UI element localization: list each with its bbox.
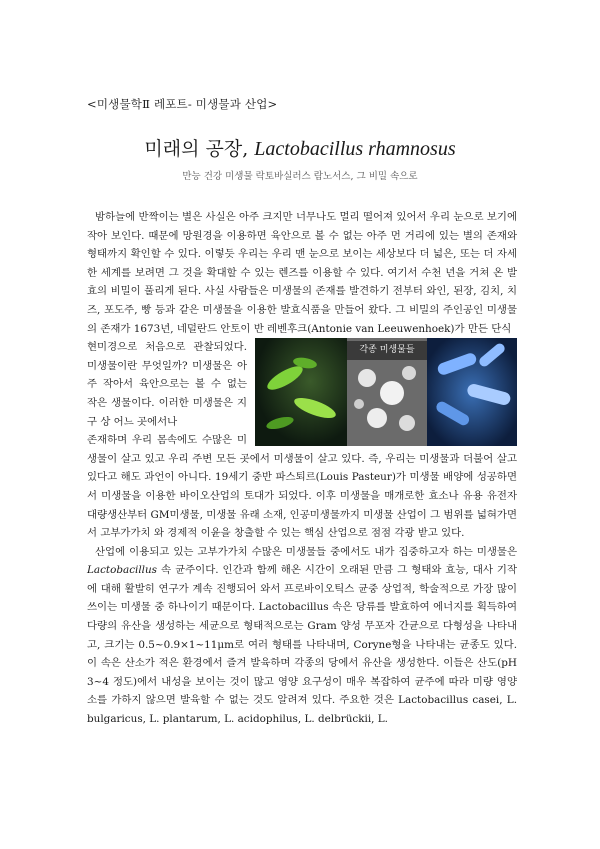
- paragraph-1-end: 존재하며 우리 몸속에도 수많은 미생물이 살고 있고 우리 주변 모든 곳에서 미생물이 살고 있다. 즉, 우리는 미생물과 더불어 살고 있다고 해도 과언이 아니다. 19세기 중반 파스퇴르(Louis Pasteur)가 미생물 배양에 성공하면서 미생물을 이용한 바이오산업의 토대가 되었다. 이후 미생물을 매개로한 효소나 유용 유전자 대량생산부터 GM미생물, 미생물 유래 소재, 인공미생물까지 미생물 산업이 그 범위를 넓혀가면서 고부가가치 와 경제적 이윤을 창출할 수 있는 핵심 산업으로 점점 각광 받고 있다.: [87, 434, 517, 540]
- page-title: [0, 134, 600, 161]
- title-text: 미래의 공장,: [144, 138, 255, 160]
- paragraph-2: [87, 543, 517, 729]
- rod-bacteria-illustration: [427, 338, 517, 446]
- title-species: Lactobacillus rhamnosus: [254, 138, 456, 160]
- microbe-figure: [255, 338, 517, 446]
- genus-name: Lactobacillus: [87, 564, 158, 577]
- figure-label: 각종 미생물들: [347, 341, 427, 360]
- report-header: <미생물학Ⅱ 레포트- 미생물과 산업>: [87, 97, 278, 111]
- bacteria-illustration: [255, 338, 347, 446]
- body-text: [87, 208, 517, 729]
- paragraph-2-rest: 속 균주이다. 인간과 함께 해온 시간이 오래된 만큼 그 형태와 효능, 대사 기작에 대해 활발히 연구가 계속 진행되어 와서 프로바이오틱스 균중 상업적, 학술적으로 가장 많이 쓰이는 미생물 중 하나이기 때문이다. Lactobacillus 속은 당류를 발효하여 에너지를 획득하여 다량의 유산을 생성하는 세균으로 형태적으로는 Gram 양성 무포자 간균으로 다형성을 나타내고, 크기는 0.5~0.9×1~11μm로 여러 형태를 나타내며, Coryne형을 나타내는 균종도 있다. 이 속은 산소가 적은 환경에서 즐겨 발육하며 각종의 당에서 유산을 생성한다. 이들은 산도(pH 3~4 정도)에서 내성을 보이는 것이 많고 영양 요구성이 매우 복잡하여 균주에 따라 미량 영양소를 가하지 않으면 발육할 수 없는 것도 알려져 있다. 주요한 것은 Lactobacillus casei, L. bulgaricus, L. plantarum, L. acidophilus, L. delbrückii, L.: [87, 564, 517, 726]
- figure-panel-microscope: [347, 338, 427, 446]
- figure-panel-rods: [427, 338, 517, 446]
- page-subtitle: 만능 건강 미생물 락토바실러스 람노서스, 그 비밀 속으로: [182, 171, 418, 182]
- paragraph-1-middle: 현미경으로 처음으로 관찰되었다. 미생물이란 무엇일까? 미생물은 아주 작아서 육안으로는 볼 수 없는 작은 생물이다. 이러한 미생물은 지구 상 어느 곳에서나: [87, 341, 247, 428]
- paragraph-1-start: 밤하늘에 반짝이는 별은 사실은 아주 크지만 너무나도 멀리 떨어져 있어서 우리 눈으로 보기에 작아 보인다. 때문에 망원경을 이용하면 육안으로 볼 수 없는 아주 먼 거리에 있는 별의 존재와 형태까지 확인할 수 있다. 이렇듯 우리는 우리 맨 눈으로 보이는 세상보다 더 넓은, 또는 더 자세한 세계를 보려면 그 것을 확대할 수 있는 렌즈를 이용할 수 있다. 여기서 수천 년을 거쳐 온 발효의 비밀이 풀리게 된다. 사실 사람들은 미생물의 존재를 발견하기 전부터 와인, 된장, 김치, 치즈, 포도주, 빵 등과 같은 미생물을 이용한 발효식품을 만들어 왔다. 그 비밀의 주인공인 미생물의 존재가 1673년, 네덜란드 안토이 반 레벤후크(Antonie van Leeuwenhoek)가 만든 단식: [87, 211, 517, 335]
- figure-panel-bacteria: [255, 338, 347, 446]
- paragraph-2-lead: 산업에 이용되고 있는 고부가가치 수많은 미생물들 중에서도 내가 집중하고자 하는 미생물은: [95, 545, 517, 558]
